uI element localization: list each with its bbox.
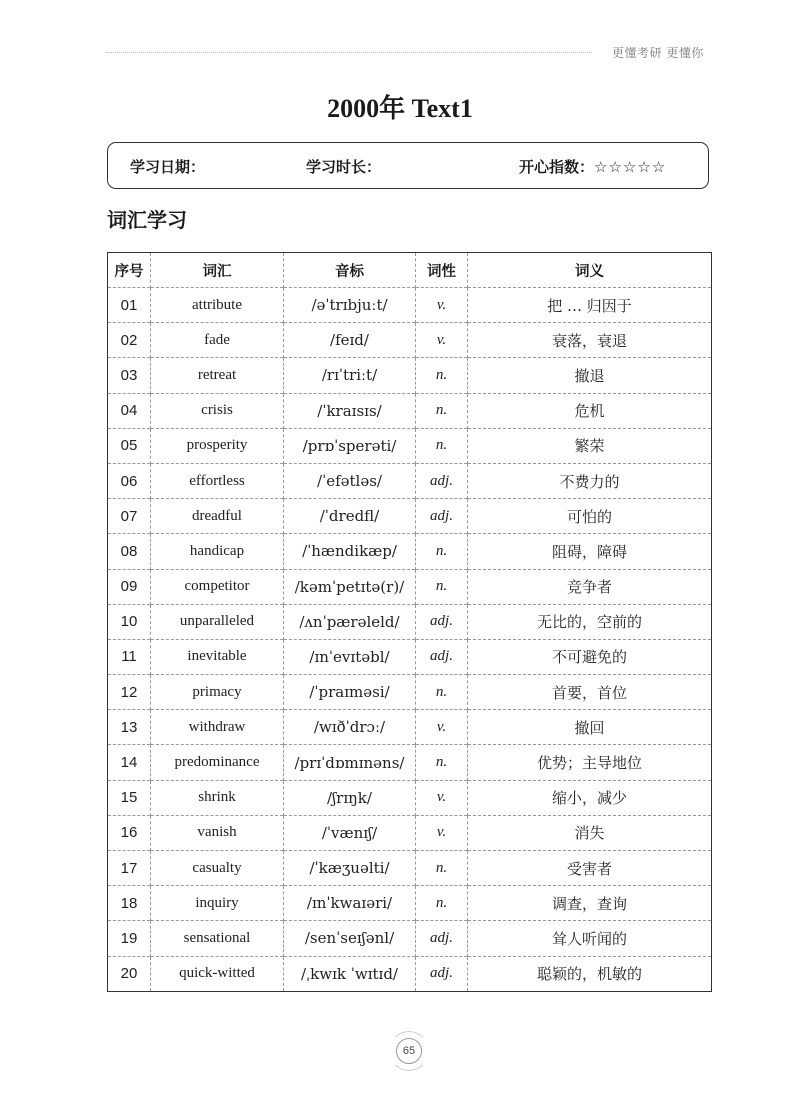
cell-pos: v. (416, 710, 468, 745)
cell-word: predominance (151, 745, 284, 780)
vocabulary-rows (108, 288, 712, 992)
cell-num: 12 (108, 675, 151, 710)
study-duration-label: 学习时长： (306, 158, 382, 176)
cell-num: 10 (108, 604, 151, 639)
cell-pos: adj. (416, 956, 468, 991)
cell-num: 19 (108, 921, 151, 956)
cell-meaning: 可怕的 (468, 499, 712, 534)
cell-word: crisis (151, 393, 284, 428)
cell-meaning: 无比的，空前的 (468, 604, 712, 639)
cell-meaning: 聪颖的，机敏的 (468, 956, 712, 991)
table-row (108, 499, 712, 534)
cell-pos: n. (416, 358, 468, 393)
header-pos: 词性 (416, 253, 468, 288)
cell-pos: adj. (416, 604, 468, 639)
table-header-row (108, 253, 712, 288)
vocabulary-table (107, 252, 712, 992)
table-row (108, 604, 712, 639)
section-heading-vocabulary: 词汇学习 (107, 208, 187, 232)
cell-ipa: /ˈpraɪməsi/ (284, 675, 416, 710)
table-row (108, 956, 712, 991)
cell-ipa: /ˈkraɪsɪs/ (284, 393, 416, 428)
table-row (108, 534, 712, 569)
cell-word: unparalleled (151, 604, 284, 639)
table-row (108, 463, 712, 498)
cell-ipa: /prɒˈsperəti/ (284, 428, 416, 463)
star-rating[interactable]: ☆☆☆☆☆ (594, 158, 667, 176)
cell-word: casualty (151, 851, 284, 886)
header-num: 序号 (114, 263, 144, 280)
cell-meaning: 危机 (468, 393, 712, 428)
cell-meaning: 把 … 归因于 (468, 288, 712, 323)
cell-ipa: /əˈtrɪbjuːt/ (284, 288, 416, 323)
cell-num: 16 (108, 815, 151, 850)
cell-word: effortless (151, 463, 284, 498)
cell-ipa: /ˈvænɪʃ/ (284, 815, 416, 850)
cell-pos: v. (416, 815, 468, 850)
cell-ipa: /ʃrɪŋk/ (284, 780, 416, 815)
cell-meaning: 竞争者 (468, 569, 712, 604)
cell-word: retreat (151, 358, 284, 393)
cell-num: 07 (108, 499, 151, 534)
cell-word: inquiry (151, 886, 284, 921)
cell-pos: n. (416, 393, 468, 428)
cell-pos: n. (416, 534, 468, 569)
cell-pos: adj. (416, 499, 468, 534)
page-number: 65 (396, 1038, 422, 1064)
page-title: 2000年 Text1 (327, 94, 473, 123)
cell-num: 14 (108, 745, 151, 780)
table-row (108, 815, 712, 850)
cell-word: vanish (151, 815, 284, 850)
table-row (108, 639, 712, 674)
cell-pos: adj. (416, 921, 468, 956)
cell-num: 02 (108, 323, 151, 358)
cell-ipa: /wɪðˈdrɔː/ (284, 710, 416, 745)
happiness-label: 开心指数： (519, 158, 595, 176)
cell-word: quick-witted (151, 956, 284, 991)
cell-ipa: /feɪd/ (284, 323, 416, 358)
cell-num: 15 (108, 780, 151, 815)
cell-ipa: /rɪˈtriːt/ (284, 358, 416, 393)
cell-word: inevitable (151, 639, 284, 674)
table-row (108, 358, 712, 393)
cell-word: fade (151, 323, 284, 358)
cell-pos: v. (416, 288, 468, 323)
cell-word: handicap (151, 534, 284, 569)
header-divider (106, 52, 592, 53)
cell-pos: adj. (416, 463, 468, 498)
cell-word: primacy (151, 675, 284, 710)
table-row (108, 886, 712, 921)
cell-meaning: 消失 (468, 815, 712, 850)
cell-pos: n. (416, 851, 468, 886)
cell-ipa: /ˈhændikæp/ (284, 534, 416, 569)
cell-pos: v. (416, 780, 468, 815)
header-slogan: 更懂考研 更懂你 (612, 46, 704, 60)
cell-meaning: 优势；主导地位 (468, 745, 712, 780)
happiness-index (519, 156, 666, 177)
table-row (108, 428, 712, 463)
table-row (108, 710, 712, 745)
cell-meaning: 调查，查询 (468, 886, 712, 921)
cell-num: 09 (108, 569, 151, 604)
cell-num: 01 (108, 288, 151, 323)
cell-meaning: 衰落，衰退 (468, 323, 712, 358)
cell-word: prosperity (151, 428, 284, 463)
cell-ipa: /prɪˈdɒmɪnəns/ (284, 745, 416, 780)
cell-meaning: 不费力的 (468, 463, 712, 498)
cell-word: attribute (151, 288, 284, 323)
table-row (108, 851, 712, 886)
cell-num: 03 (108, 358, 151, 393)
cell-meaning: 撤回 (468, 710, 712, 745)
table-row (108, 288, 712, 323)
table-row (108, 569, 712, 604)
header-ipa: 音标 (284, 253, 416, 288)
study-date-label: 学习日期： (130, 158, 206, 176)
cell-ipa: /ɪnˈevɪtəbl/ (284, 639, 416, 674)
cell-pos: n. (416, 745, 468, 780)
cell-ipa: /kəmˈpetɪtə(r)/ (284, 569, 416, 604)
cell-meaning: 受害者 (468, 851, 712, 886)
cell-ipa: /ˈefətləs/ (284, 463, 416, 498)
cell-num: 04 (108, 393, 151, 428)
cell-pos: adj. (416, 639, 468, 674)
table-row (108, 675, 712, 710)
cell-num: 08 (108, 534, 151, 569)
cell-meaning: 阻碍，障碍 (468, 534, 712, 569)
table-row (108, 393, 712, 428)
cell-meaning: 撤退 (468, 358, 712, 393)
cell-pos: v. (416, 323, 468, 358)
table-row (108, 323, 712, 358)
cell-meaning: 首要，首位 (468, 675, 712, 710)
cell-word: withdraw (151, 710, 284, 745)
cell-num: 06 (108, 463, 151, 498)
cell-ipa: /ˈdredfl/ (284, 499, 416, 534)
cell-ipa: /senˈseɪʃənl/ (284, 921, 416, 956)
cell-word: sensational (151, 921, 284, 956)
cell-word: dreadful (151, 499, 284, 534)
cell-meaning: 繁荣 (468, 428, 712, 463)
cell-num: 20 (108, 956, 151, 991)
cell-word: competitor (151, 569, 284, 604)
table-row (108, 745, 712, 780)
cell-pos: n. (416, 886, 468, 921)
cell-num: 18 (108, 886, 151, 921)
cell-num: 11 (108, 639, 151, 674)
table-row (108, 921, 712, 956)
cell-pos: n. (416, 675, 468, 710)
cell-ipa: /ʌnˈpærəleld/ (284, 604, 416, 639)
header-meaning: 词义 (468, 253, 712, 288)
cell-meaning: 不可避免的 (468, 639, 712, 674)
cell-pos: n. (416, 428, 468, 463)
cell-word: shrink (151, 780, 284, 815)
cell-meaning: 耸人听闻的 (468, 921, 712, 956)
cell-ipa: /ˈkæʒuəlti/ (284, 851, 416, 886)
cell-num: 05 (108, 428, 151, 463)
cell-meaning: 缩小，减少 (468, 780, 712, 815)
cell-ipa: /ˌkwɪk ˈwɪtɪd/ (284, 956, 416, 991)
cell-pos: n. (416, 569, 468, 604)
cell-num: 17 (108, 851, 151, 886)
table-row (108, 780, 712, 815)
cell-ipa: /ɪnˈkwaɪəri/ (284, 886, 416, 921)
cell-num: 13 (108, 710, 151, 745)
header-word: 词汇 (151, 253, 284, 288)
study-info-box (107, 142, 709, 189)
